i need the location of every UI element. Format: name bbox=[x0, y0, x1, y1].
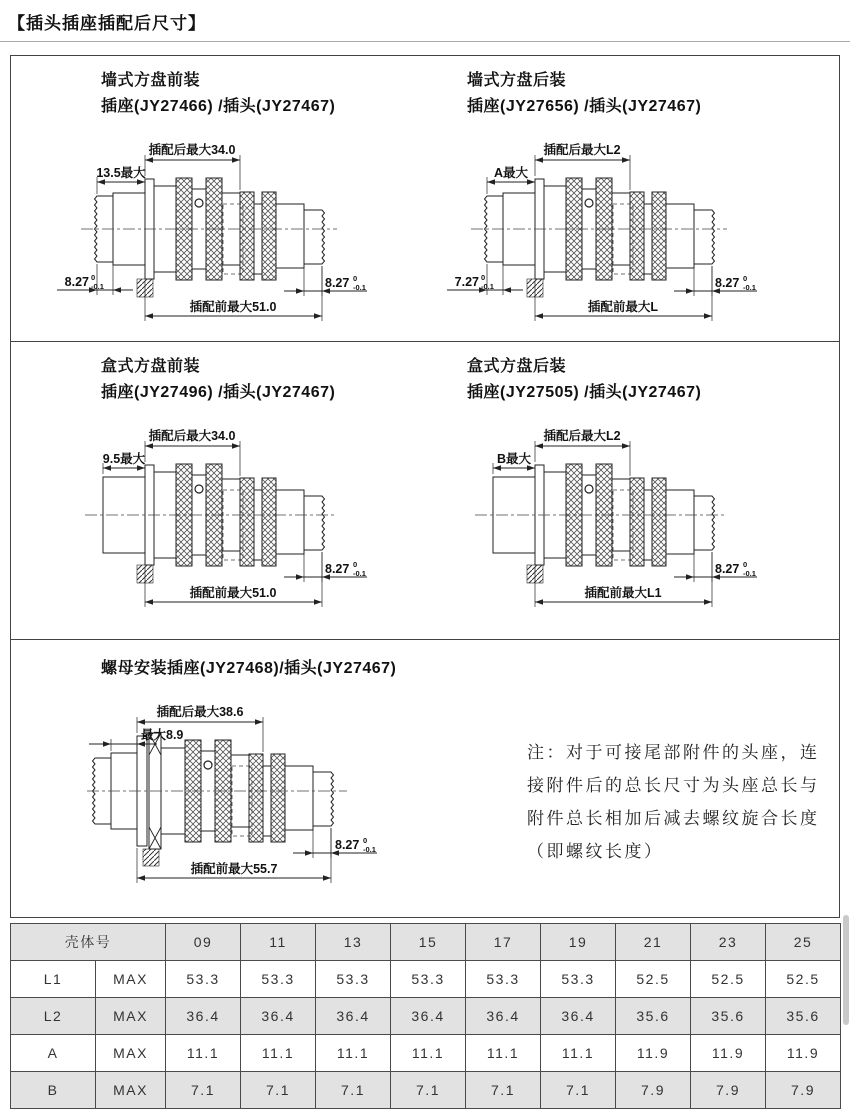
table-cell: 53.3 bbox=[316, 961, 391, 998]
figure-subtitle: 插座(JY27505) /插头(JY27467) bbox=[467, 384, 702, 401]
dim-label-br: 8.27 bbox=[335, 838, 360, 852]
dim-tol-dn: -0.1 bbox=[353, 569, 366, 578]
table-cell: 7.1 bbox=[541, 1072, 616, 1109]
technical-drawing-box-rear bbox=[427, 410, 767, 620]
table-cell: 11.1 bbox=[541, 1035, 616, 1072]
table-row bbox=[11, 1035, 841, 1072]
dim-tol-up: 0 bbox=[481, 273, 486, 282]
dim-tol-up: 0 bbox=[353, 274, 358, 283]
panel-box-mount bbox=[11, 341, 839, 639]
dim-tol-dn: -0.1 bbox=[353, 283, 366, 292]
figure-wall-front bbox=[11, 56, 425, 341]
dim-label-bottom: 插配前最大51.0 bbox=[189, 586, 277, 600]
figure-subtitle: 插座(JY27496) /插头(JY27467) bbox=[101, 384, 336, 401]
table-cell: 7.9 bbox=[616, 1072, 691, 1109]
dim-tol-up: 0 bbox=[91, 273, 96, 282]
figure-subtitle: 插座(JY27466) /插头(JY27467) bbox=[101, 98, 336, 115]
header-cell-size: 17 bbox=[466, 924, 541, 961]
table-cell: 11.1 bbox=[166, 1035, 241, 1072]
figure-title: 盒式方盘后装 bbox=[467, 358, 567, 375]
table-cell: 35.6 bbox=[766, 998, 841, 1035]
table-cell: 11.9 bbox=[616, 1035, 691, 1072]
table-cell: 36.4 bbox=[166, 998, 241, 1035]
dim-tol-up: 0 bbox=[363, 836, 368, 845]
table-cell: 53.3 bbox=[241, 961, 316, 998]
figure-box-rear bbox=[425, 342, 839, 639]
figure-subtitle: 插座(JY27656) /插头(JY27467) bbox=[467, 98, 702, 115]
table-cell: 36.4 bbox=[241, 998, 316, 1035]
title-divider bbox=[0, 41, 850, 42]
header-cell-size: 25 bbox=[766, 924, 841, 961]
table-cell: 53.3 bbox=[466, 961, 541, 998]
table-cell: 36.4 bbox=[316, 998, 391, 1035]
table-cell: 36.4 bbox=[391, 998, 466, 1035]
dim-tol-dn: -0.1 bbox=[743, 569, 756, 578]
dim-label-br: 8.27 bbox=[325, 276, 350, 290]
table-cell: 52.5 bbox=[766, 961, 841, 998]
table-row bbox=[11, 998, 841, 1035]
figure-jam-nut bbox=[11, 640, 481, 917]
table-cell: 53.3 bbox=[391, 961, 466, 998]
dim-label-top: 插配后最大34.0 bbox=[148, 429, 236, 443]
header-cell-size: 09 bbox=[166, 924, 241, 961]
panel-wall-mount bbox=[11, 56, 839, 341]
header-cell-size: 11 bbox=[241, 924, 316, 961]
table-head bbox=[11, 924, 841, 961]
table-cell: 7.1 bbox=[391, 1072, 466, 1109]
dim-tol-dn: -0.1 bbox=[91, 282, 104, 291]
table-cell: 7.1 bbox=[466, 1072, 541, 1109]
dim-label-br: 8.27 bbox=[715, 562, 740, 576]
row-qualifier: MAX bbox=[96, 961, 166, 998]
table-body bbox=[11, 961, 841, 1109]
technical-drawing-wall-front bbox=[37, 124, 377, 334]
dim-label-left: 13.5最大 bbox=[96, 166, 146, 180]
technical-drawing-wall-rear bbox=[427, 124, 767, 334]
table-cell: 35.6 bbox=[691, 998, 766, 1035]
dim-label-left: 9.5最大 bbox=[102, 452, 146, 466]
dim-label-bl: 8.27 bbox=[64, 275, 89, 289]
row-label: L1 bbox=[11, 961, 96, 998]
dim-label-bottom: 插配前最大L1 bbox=[584, 586, 662, 600]
row-qualifier: MAX bbox=[96, 998, 166, 1035]
dim-label-bottom: 插配前最大L bbox=[587, 300, 659, 314]
table-cell: 7.1 bbox=[166, 1072, 241, 1109]
table-cell: 11.1 bbox=[391, 1035, 466, 1072]
header-cell-size: 15 bbox=[391, 924, 466, 961]
row-qualifier: MAX bbox=[96, 1072, 166, 1109]
dim-label-bottom: 插配前最大51.0 bbox=[189, 300, 277, 314]
scrollbar-thumb[interactable] bbox=[843, 915, 849, 1025]
table-cell: 11.1 bbox=[241, 1035, 316, 1072]
table-cell: 53.3 bbox=[541, 961, 616, 998]
table-cell: 52.5 bbox=[691, 961, 766, 998]
dim-tol-up: 0 bbox=[353, 560, 358, 569]
header-cell-size: 13 bbox=[316, 924, 391, 961]
table-row bbox=[11, 961, 841, 998]
row-qualifier: MAX bbox=[96, 1035, 166, 1072]
table-row bbox=[11, 1072, 841, 1109]
table-cell: 11.1 bbox=[466, 1035, 541, 1072]
table-cell: 11.9 bbox=[691, 1035, 766, 1072]
dim-tol-up: 0 bbox=[743, 560, 748, 569]
figure-title: 盒式方盘前装 bbox=[101, 358, 201, 375]
dim-label-left: A最大 bbox=[493, 166, 529, 180]
dim-tol-dn: -0.1 bbox=[743, 283, 756, 292]
dim-tol-dn: -0.1 bbox=[363, 845, 376, 854]
dim-label-br: 8.27 bbox=[325, 562, 350, 576]
dim-label-br: 8.27 bbox=[715, 276, 740, 290]
table-cell: 7.1 bbox=[241, 1072, 316, 1109]
figure-wall-rear bbox=[425, 56, 839, 341]
figure-box-front bbox=[11, 342, 425, 639]
dim-label-bl: 7.27 bbox=[454, 275, 479, 289]
dimension-table bbox=[10, 923, 841, 1109]
table-cell: 7.1 bbox=[316, 1072, 391, 1109]
table-cell: 7.9 bbox=[766, 1072, 841, 1109]
dim-label-top: 插配后最大38.6 bbox=[156, 705, 244, 719]
technical-drawing-jam-nut bbox=[49, 686, 389, 896]
figure-title: 墙式方盘后装 bbox=[467, 72, 567, 89]
table-cell: 53.3 bbox=[166, 961, 241, 998]
row-label: B bbox=[11, 1072, 96, 1109]
figure-title: 螺母安装插座(JY27468)/插头(JY27467) bbox=[101, 660, 397, 677]
table-cell: 11.9 bbox=[766, 1035, 841, 1072]
dim-tol-up: 0 bbox=[743, 274, 748, 283]
dim-label-top: 插配后最大L2 bbox=[543, 429, 621, 443]
table-cell: 7.9 bbox=[691, 1072, 766, 1109]
dim-label-left: B最大 bbox=[496, 452, 532, 466]
table-header-row bbox=[11, 924, 841, 961]
note-text: 注：对于可接尾部附件的头座，连接附件后的总长尺寸为头座总长与附件总长相加后减去螺纹旋合长度（即螺纹长度） bbox=[527, 743, 820, 861]
dim-label-bottom: 插配前最大55.7 bbox=[190, 862, 278, 876]
panel-jam-nut bbox=[11, 639, 839, 917]
drawing-sheet bbox=[10, 55, 840, 918]
page-title: 【插头插座插配后尺寸】 bbox=[8, 14, 206, 33]
row-label: A bbox=[11, 1035, 96, 1072]
dim-label-left: 最大8.9 bbox=[141, 728, 184, 742]
dim-label-top: 插配后最大34.0 bbox=[148, 143, 236, 157]
table-cell: 52.5 bbox=[616, 961, 691, 998]
table-cell: 36.4 bbox=[541, 998, 616, 1035]
dim-label-top: 插配后最大L2 bbox=[543, 143, 621, 157]
dim-tol-dn: -0.1 bbox=[481, 282, 494, 291]
table-cell: 36.4 bbox=[466, 998, 541, 1035]
header-cell-size: 21 bbox=[616, 924, 691, 961]
header-cell-shell: 壳体号 bbox=[11, 924, 166, 961]
header-cell-size: 19 bbox=[541, 924, 616, 961]
row-label: L2 bbox=[11, 998, 96, 1035]
figure-title: 墙式方盘前装 bbox=[101, 72, 201, 89]
header-cell-size: 23 bbox=[691, 924, 766, 961]
table-cell: 11.1 bbox=[316, 1035, 391, 1072]
table-cell: 35.6 bbox=[616, 998, 691, 1035]
technical-drawing-box-front bbox=[37, 410, 377, 620]
